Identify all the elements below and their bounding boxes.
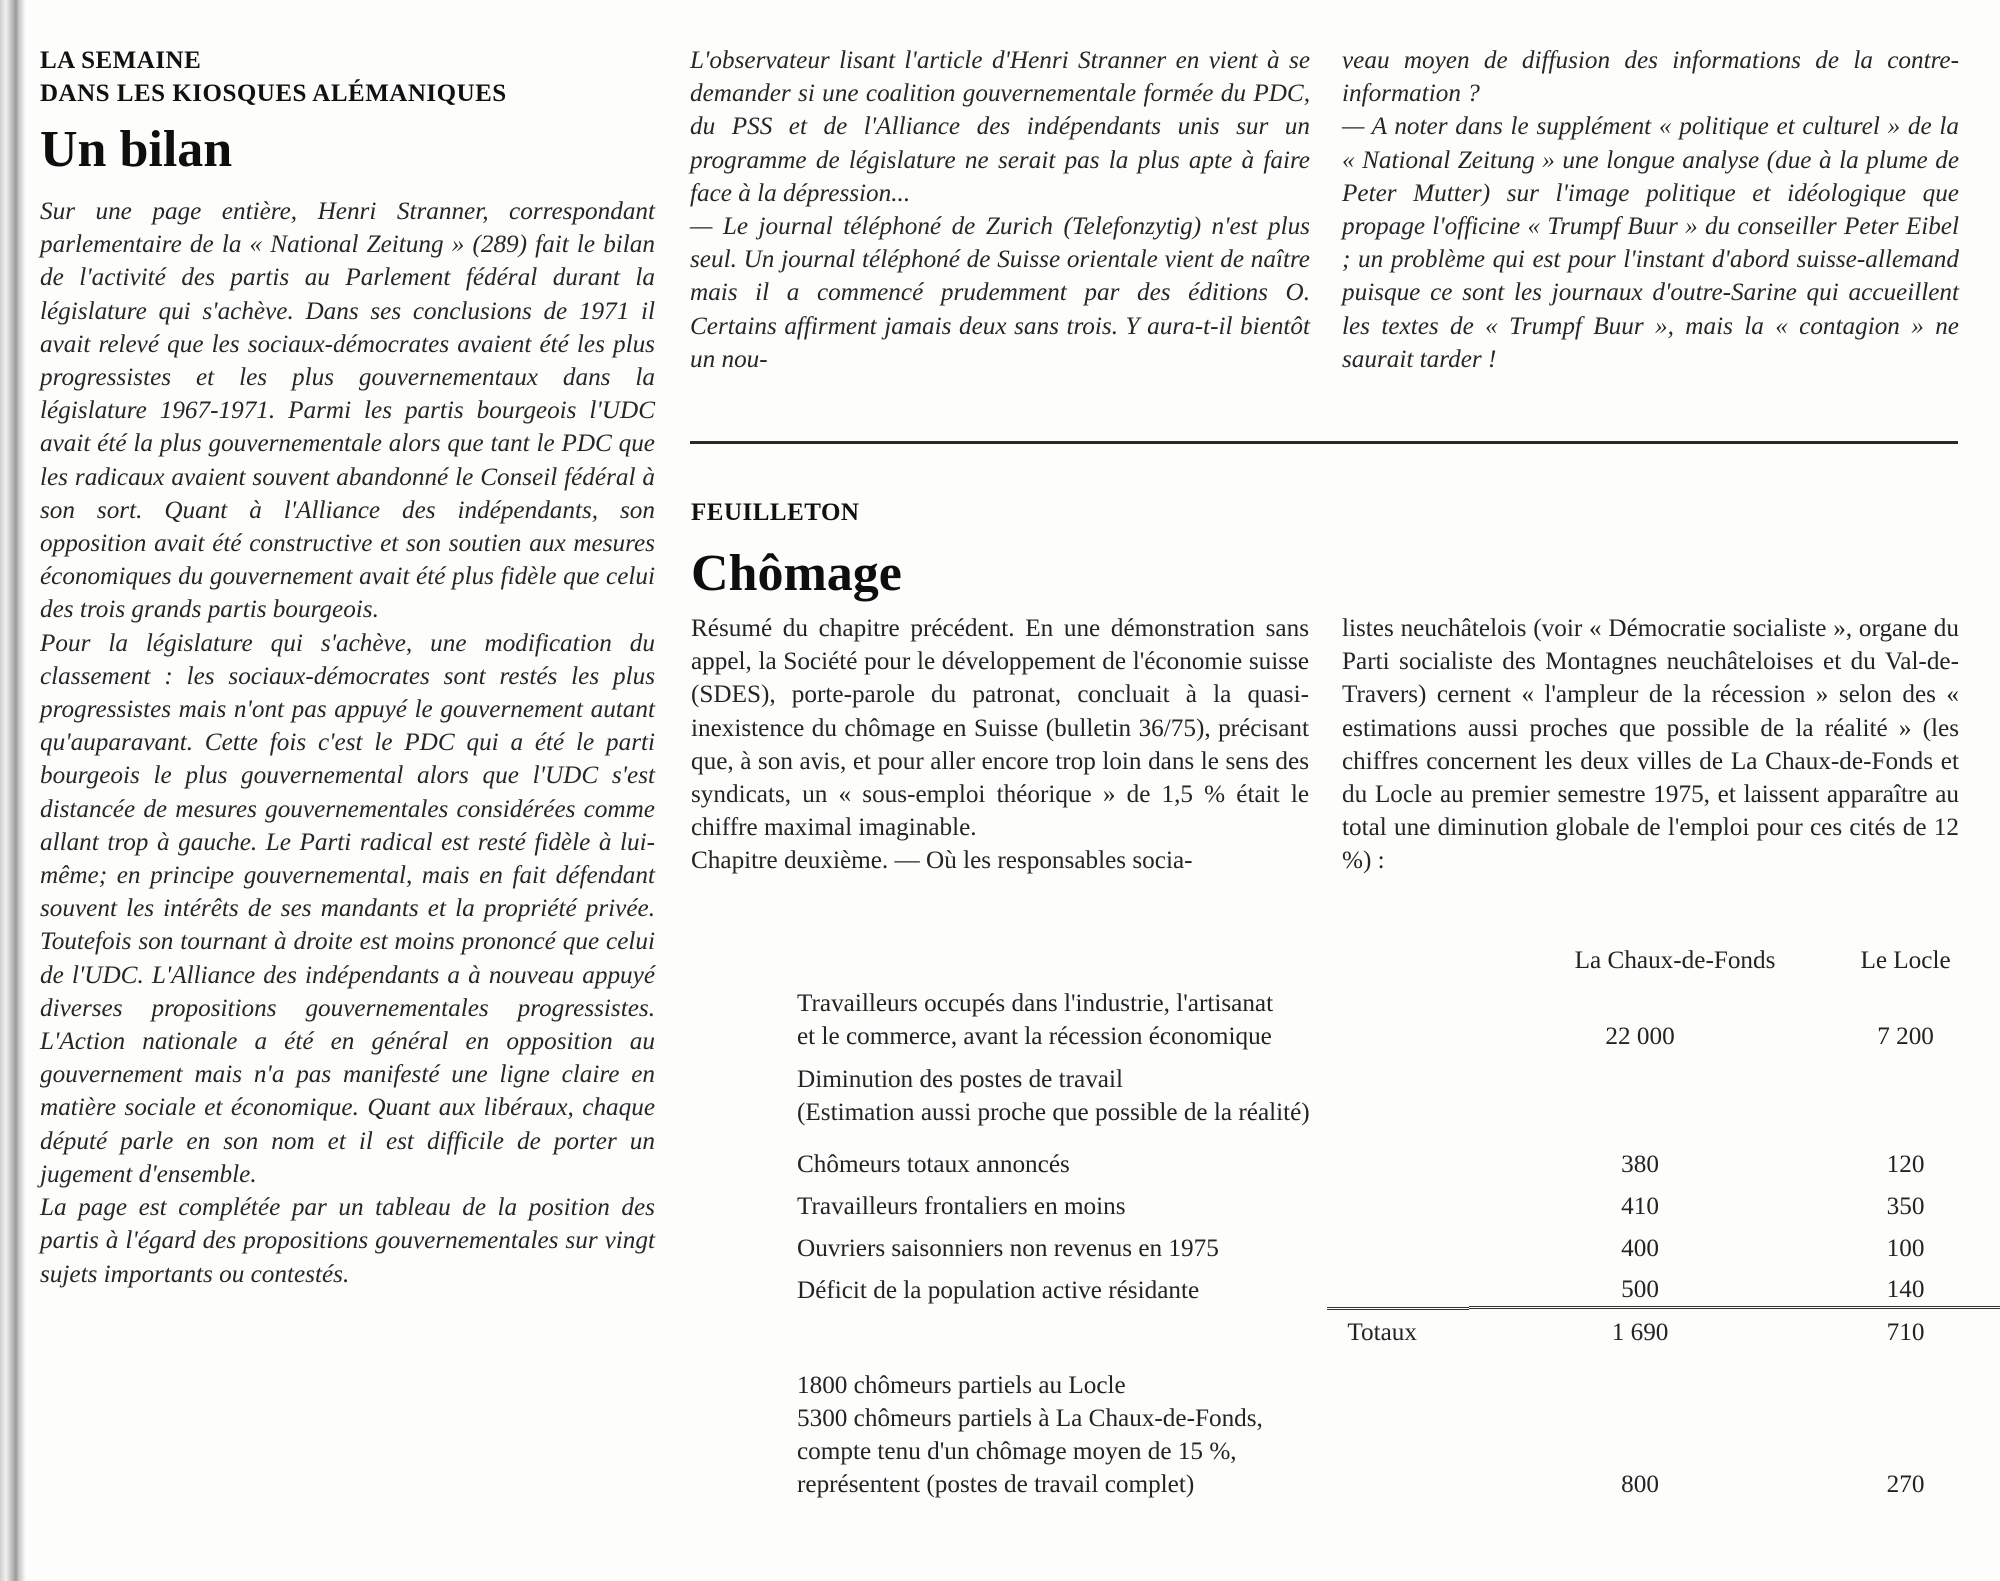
article-body (40, 195, 655, 1291)
cell-value: 22 000 (1605, 1023, 1675, 1050)
column-header: La Chaux-de-Fonds (1574, 947, 1776, 974)
cell-value: 400 (1621, 1235, 1659, 1262)
paragraph: — Le journal téléphoné de Zurich (Telefonzytig) n'est plus seul. Un journal téléphoné de Suisse orientale vient de naître mais il a commencé prudemment par des éditions O. Certains affirment jamais deux sans trois. Y aura-t-il bientôt un nou- (690, 213, 1310, 373)
row-label: compte tenu d'un chômage moyen de 15 %, (797, 1438, 1237, 1465)
table-row (797, 987, 2000, 1053)
table-section-row (797, 1063, 2000, 1129)
totals-row (797, 1316, 2000, 1349)
cell-value: 270 (1886, 1471, 1925, 1498)
cell-value: 800 (1621, 1471, 1659, 1498)
section-label: (Estimation aussi proche que possible de la réalité) (797, 1099, 1310, 1126)
article-title: Chômage (691, 545, 902, 602)
row-label: 1800 chômeurs partiels au Locle (797, 1372, 1126, 1399)
cell-value: 140 (1886, 1275, 1925, 1303)
cell-value: 500 (1621, 1275, 1659, 1303)
row-label: Travailleurs frontaliers en moins (797, 1193, 1126, 1220)
paragraph: listes neuchâtelois (voir « Démocratie socialiste », organe du Parti socialiste des Montagnes neuchâteloises et du Val-de-Travers) cernent « l'ampleur de la récession » selon des « estimations aussi proches que possible de la réalité » (les chiffres concernent les deux villes de La Chaux-de-Fonds et du Locle au premier semestre 1975, et laissent apparaître au total une diminution globale de l'emploi pour ces cités de 12 %) : (1342, 615, 1959, 875)
paragraph: L'observateur lisant l'article d'Henri Stranner en vient à se demander si une coalition gouvernementale formée du PDC, du PSS et de l'Alliance des indépendants unis sur un programme de législature ne serait pas la plus apte à faire face à la dépression... (690, 47, 1310, 207)
row-label: et le commerce, avant la récession économique (797, 1023, 1272, 1050)
totals-label: Totaux (1347, 1319, 1417, 1346)
article-chomage-body-left (691, 612, 1309, 878)
row-label: Déficit de la population active résidante (797, 1277, 1200, 1304)
cell-value: 350 (1886, 1193, 1925, 1220)
employment-table (797, 944, 2000, 1501)
section-kicker-line2: DANS LES KIOSQUES ALÉMANIQUES (40, 80, 507, 107)
cell-value: 120 (1886, 1151, 1925, 1178)
paragraph: Pour la législature qui s'achève, une modification du classement : les sociaux-démocrates sont restés les plus progressistes mais n'ont pas appuyé le gouvernement autant qu'auparavant. Cette fois c'est le PDC qui a été le parti bourgeois le plus gouvernemental alors que l'UDC s'est distancée de mesures gouvernementales considérées comme allant trop à gauche. Le Parti radical est resté fidèle à lui-même; en principe gouvernemental, mais en fait défendant souvent les intérêts de ses mandants et la propriété privée. Toutefois son tournant à droite est moins prononcé que celui de l'UDC. L'Alliance des indépendants a à nouveau appuyé diverses propositions gouvernementales progressistes. L'Action nationale a été en général en opposition au gouvernement mais n'a pas manifesté une ligne claire en matière sociale et économique. Quant aux libéraux, chaque député parle en son nom et il est difficile de porter un jugement d'ensemble. (40, 629, 655, 1188)
table-row (797, 1265, 2000, 1307)
cell-value: 100 (1886, 1235, 1925, 1262)
row-label: Chômeurs totaux annoncés (797, 1151, 1070, 1178)
cell-value: 7 200 (1877, 1023, 1934, 1050)
table-row (797, 1223, 2000, 1265)
row-label: représentent (postes de travail complet) (797, 1471, 1195, 1498)
article-chomage-header (691, 496, 1311, 604)
section-kicker: LA SEMAINE (40, 47, 202, 74)
cell-value: 410 (1621, 1193, 1659, 1220)
page-binding-edge (0, 0, 26, 1581)
total-value: 710 (1886, 1319, 1925, 1346)
paragraph: veau moyen de diffusion des informations de la contre-information ? (1342, 47, 1959, 108)
paragraph: La page est complétée par un tableau de la position des partis à l'égard des propositions gouvernementales sur vingt sujets importants ou contestés. (40, 1194, 655, 1288)
paragraph: Sur une page entière, Henri Stranner, correspondant parlementaire de la « National Zeitung » (289) fait le bilan de l'activité des partis au Parlement fédéral durant la législature qui s'achève. Dans ses conclusions de 1971 il avait relevé que les sociaux-démocrates avaient été les plus progressistes et les plus gouvernementaux dans la législature 1967-1971. Parmi les partis bourgeois l'UDC avait été la plus gouvernementale alors que tant le PDC que les radicaux avaient souvent abandonné le Conseil fédéral à son sort. Quant à l'Alliance des indépendants, son opposition avait été constructive et son soutien aux mesures économiques du gouvernement avait été plus fidèle que celui des trois grands partis bourgeois. (40, 198, 655, 624)
paragraph: Chapitre deuxième. — Où les responsables socia- (691, 847, 1193, 875)
cell-value: 380 (1621, 1151, 1659, 1178)
section-kicker: FEUILLETON (691, 499, 860, 526)
row-label: Ouvriers saisonniers non revenus en 1975 (797, 1235, 1219, 1262)
article-title: Un bilan (40, 121, 233, 178)
total-value: 1 690 (1611, 1319, 1669, 1346)
article-continuation-right (1342, 44, 1959, 376)
article-chomage-body-right (1342, 612, 1959, 878)
article-continuation-middle (690, 44, 1310, 376)
row-label: 5300 chômeurs partiels à La Chaux-de-Fonds, (797, 1405, 1263, 1432)
row-label: Travailleurs occupés dans l'industrie, l'artisanat (797, 990, 1274, 1017)
section-label: Diminution des postes de travail (797, 1066, 1123, 1093)
totals-rule (797, 1307, 2000, 1316)
article-un-bilan (40, 44, 655, 1291)
section-divider (690, 441, 1958, 444)
table-row (797, 1139, 2000, 1181)
table-row (797, 1369, 2000, 1501)
table-row (797, 1181, 2000, 1223)
table-header-row (797, 944, 2000, 977)
paragraph: — A noter dans le supplément « politique et culturel » de la « National Zeitung » une longue analyse (due à la plume de Peter Mutter) sur l'image politique et idéologique que propage l'officine « Trumpf Buur » du conseiller Peter Eibel ; un problème qui est pour l'instant d'abord suisse-allemand puisque ce sont les journaux d'outre-Sarine qui accueillent les textes de « Trumpf Buur », mais la « contagion » ne saurait tarder ! (1342, 113, 1959, 373)
paragraph: Résumé du chapitre précédent. En une démonstration sans appel, la Société pour le développement de l'économie suisse (SDES), porte-parole du patronat, concluait à la quasi-inexistence du chômage en Suisse (bulletin 36/75), précisant que, à son avis, et pour aller encore trop loin dans le sens des syndicats, un « sous-emploi théorique » de 1,5 % était le chiffre maximal imaginable. (691, 615, 1309, 842)
column-header: Le Locle (1860, 947, 1951, 974)
